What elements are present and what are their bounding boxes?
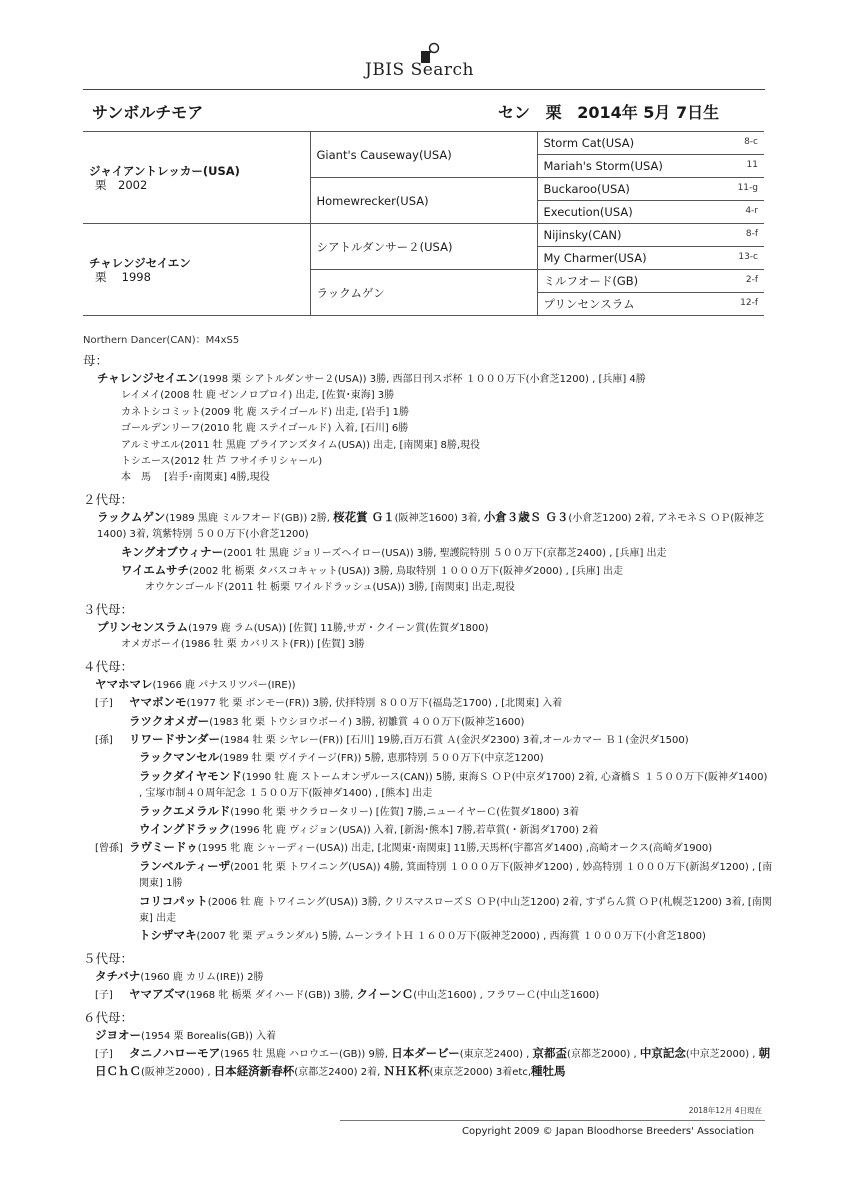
record-text: (1977 牝 栗 ボンモー(FR)) 3勝, 伏拝特別 ８００万下(福島芝1700) , [北関東] 入着 [186,698,563,710]
race-name: 朝日ＣｈＣ [95,1046,771,1079]
record-text: (東京芝2000) 3着etc, [429,1067,531,1079]
pedigree-g3-cell [537,155,764,178]
family-number: 8-f [745,229,758,239]
pedigree-g3-name: My Charmer(USA) [543,251,647,265]
dam-cell [83,224,310,316]
record-line [83,676,773,694]
horse-link[interactable]: ラックムゲン [97,509,166,524]
record-line: レイメイ(2008 牡 鹿 ゼンノロブロイ) 出走, [佐賀･東海] 3勝 [121,390,395,402]
record-text: (1989 牡 栗 ヴイテイージ(FR)) 5勝, 恵那特別 ５００万下(中京芝1200) [219,753,544,765]
horse-link[interactable]: ウイングドラック [139,821,231,836]
pedigree-g3-name: Mariah's Storm(USA) [543,159,663,173]
horse-link[interactable]: ラックダイヤモンド [139,768,242,783]
record-text: (1995 牝 鹿 シャーディー(USA)) 出走, [北関東･南関東] 11勝,天馬杯(宇都宮ダ1400) ,高崎オークス(高崎ダ1900) [197,843,713,855]
record-text: (1990 牡 鹿 ストームオンザルース(CAN)) 5勝, 東海Ｓ ＯＰ(中京ダ1700) 2着, 心斎橋Ｓ １５００万下(阪神ダ1400) , 宝塚市制４０周年記念 １５００万下(阪神ダ1400) , [熊本] 出走 [139,771,768,800]
record-text: (1989 黒鹿 ミルフオード(GB)) 2勝, [165,512,334,524]
record-text: (1983 牝 栗 トウシヨウボーイ) 3勝, 初雛賞 ４００万下(阪神芝1600) [209,716,525,728]
record-line [83,731,773,749]
pedigree-g3-name: Execution(USA) [543,205,633,219]
record-text: (2001 牝 栗 トワイニング(USA)) 4勝, 箕面特別 １０００万下(阪神ダ1200) , 妙高特別 １０００万下(新潟ダ1200) , [南関東] 1勝 [139,861,773,890]
record-line [83,821,773,839]
race-name: 中京記念 [639,1046,686,1060]
family-number: 8-c [744,137,758,147]
horse-name: サンボルチモア [92,103,204,122]
section-heading: ４代母： [83,658,134,674]
relation-tag: [子] [95,1049,113,1060]
record-text: (京都芝2000) , [567,1049,640,1060]
sire-cell [83,132,310,224]
family-number: 11-g [737,183,758,193]
horse-link[interactable]: ワイエムサチ [121,563,189,578]
header-divider [83,89,765,90]
record-text: (中山芝1600) , フラワーＣ(中山芝1600) [413,990,600,1002]
record-text: (小倉芝1200) 2着, アネモネＳ ＯＰ(阪神芝1400) 3着, 筑紫特別 ５００万下(小倉芝1200) [97,512,765,541]
pedigree-g2-cell: ラックムゲン [310,270,537,316]
horse-link[interactable]: ヤマホマレ [95,676,153,691]
race-name: ＮＨＫ杯 [383,1064,430,1079]
family-records [83,348,773,1082]
pedigree-g3-name: Storm Cat(USA) [543,136,635,150]
dam-name: チャレンジセイエン [89,255,191,270]
pedigree-g3-cell [537,178,764,201]
logo-text: JBIS Search [365,60,475,80]
record-text: (1968 牝 栃栗 ダイハード(GB)) 3勝, [185,990,357,1002]
race-name: クイーンＣ [356,987,414,1002]
race-name: 小倉３歳Ｓ Ｇ３ [483,509,569,524]
pedigree-g3-cell [537,132,764,155]
record-text: (中京芝2000) , [685,1049,759,1060]
horse-link[interactable]: キングオブウィナー [121,544,224,559]
pedigree-g2-cell: Giant's Causeway(USA) [310,132,537,178]
copyright: Copyright 2009 © Japan Bloodhorse Breeders' Association [462,1126,754,1137]
footer-divider [340,1120,765,1121]
relation-tag: [子] [95,698,113,710]
record-line: 本 馬 [岩手･南関東] 4勝,現役 [121,472,270,484]
horse-link[interactable]: タチバナ [95,968,141,983]
record-text: (京都芝2400) 2着, [294,1067,384,1079]
pedigree-g3-name: ミルフオード(GB) [543,274,639,288]
section-heading: ５代母： [83,950,134,966]
record-line: オウケンゴールド(2011 牡 栃栗 ワイルドラッシュ(USA)) 3勝, [南関東] 出走,現役 [145,582,515,594]
record-text: (1979 鹿 ラム(USA)) [佐賀] 11勝,サガ・クイーン賞(佐賀ダ1800) [188,622,489,634]
horse-link[interactable]: ジヨオー [95,1027,141,1042]
family-number: 12-f [740,298,758,308]
record-text: (1954 栗 Borealis(GB)) 入着 [141,1030,277,1042]
horse-link[interactable]: ランベルティーザ [139,858,231,873]
pedigree-g2-cell: シアトルダンサー２(USA) [310,224,537,270]
record-line [83,968,773,986]
section-heading: ６代母： [83,1009,134,1025]
horse-link[interactable]: トシザマキ [139,928,197,943]
family-number: 2-f [745,275,758,285]
jbis-logo [355,42,505,82]
inbreeding-note: Northern Dancer(CAN)：M4xS5 [83,335,240,346]
horse-link[interactable]: ラヴミードゥ [129,840,198,855]
relation-tag: [孫] [95,734,113,746]
record-line [83,858,773,893]
record-text: (1990 牝 栗 サクラロータリー) [佐賀] 7勝,ニューイヤーＣ(佐賀ダ1800) 3着 [230,806,580,818]
as-of-date: 2018年12月 4日現在 [688,1106,762,1115]
horse-link[interactable]: リワードサンダー [129,731,220,746]
horse-link[interactable]: ヤマボンモ [129,695,187,710]
record-line [83,1045,773,1082]
record-text: (阪神芝2000) , [141,1067,214,1079]
pedigree-g2-cell: Homewrecker(USA) [310,178,537,224]
horse-birth: 2014年 5月 7日生 [577,103,720,122]
record-text: (2001 牡 黒鹿 ジョリーズヘイロー(USA)) 3勝, 聖護院特別 ５００万下(京都芝2400) , [兵庫] 出走 [223,547,667,559]
pedigree-g3-name: Buckaroo(USA) [543,182,630,196]
family-number: 11 [746,160,758,170]
record-text: (2002 牝 栃栗 タバスコキャット(USA)) 3勝, 鳥取特別 １０００万下(阪神ダ2000) , [兵庫] 出走 [188,566,623,578]
record-line [83,768,773,803]
record-line [83,544,773,562]
record-text: (1965 牡 黒鹿 ハロウエー(GB)) 9勝, [220,1049,392,1060]
record-line [83,713,773,731]
record-line [83,839,773,857]
section-heading: ２代母： [83,491,134,507]
record-line [83,893,773,928]
horse-link[interactable]: ラツクオメガー [129,713,210,728]
relation-tag: [曾孫] [95,843,123,855]
record-line [83,509,773,544]
sire-info: 栗 2002 [95,177,148,192]
pedigree-g3-cell [537,270,764,293]
pedigree-table [83,131,764,316]
relation-tag: [子] [95,990,113,1002]
horse-sex: セン [498,103,531,122]
record-line [83,803,773,821]
record-line [83,370,773,388]
record-text: (1984 牡 栗 シヤレー(FR)) [石川] 19勝,百万石賞 Ａ(金沢ダ2300) 3着,オールカマー Ｂ１(金沢ダ1500) [219,734,689,746]
record-line: ゴールデンリーフ(2010 牝 鹿 ステイゴールド) 入着, [石川] 6勝 [121,423,409,435]
pedigree-g3-cell [537,224,764,247]
pedigree-g3-name: Nijinsky(CAN) [543,228,622,242]
race-name: 桜花賞 Ｇ１ [333,509,395,524]
section-heading: 母： [83,353,109,368]
record-text: 種牡馬 [531,1064,566,1079]
record-text: (東京芝2400) , [459,1049,533,1060]
record-line: カネトシコミット(2009 牝 鹿 ステイゴールド) 出走, [岩手] 1勝 [121,406,409,418]
record-text: (2006 牡 鹿 トワイニング(USA)) 3勝, クリスマスローズＳ ＯＰ(中山芝1200) 2着, すずらん賞 ＯＰ(札幌芝1200) 3着, [南関東] 出走 [139,896,772,924]
horse-link[interactable]: ラックマンセル [139,750,220,765]
record-text: (阪神芝1600) 3着, [394,512,484,524]
record-line [83,562,773,580]
record-line [83,927,773,945]
record-line [83,986,773,1004]
family-number: 13-c [738,252,758,262]
record-text: (1966 鹿 パナスリツパー(IRE)) [152,679,296,691]
horse-link[interactable]: コリコパット [139,893,208,908]
pedigree-g3-cell [537,247,764,270]
race-name: 京都盃 [532,1046,568,1060]
record-line: オメガボーイ(1986 牡 栗 カバリスト(FR)) [佐賀] 3勝 [121,639,365,651]
record-line [83,749,773,767]
horse-link[interactable]: ヤマアズマ [129,987,186,1002]
record-text: (1998 栗 シアトルダンサー２(USA)) 3勝, 西部日刊スポ杯 １０００万下(小倉芝1200) , [兵庫] 4勝 [198,374,646,385]
record-line: アルミサエル(2011 牡 黒鹿 ブライアンズタイム(USA)) 出走, [南関東] 8勝,現役 [121,439,481,451]
pedigree-g3-cell [537,201,764,224]
horse-link[interactable]: チャレンジセイエン [97,371,199,385]
record-text: (1996 牝 鹿 ヴィジョン(USA)) 入着, [新潟･熊本] 7勝,若草賞(・新潟ダ1700) 2着 [230,824,599,836]
record-line [83,694,773,712]
race-name: 日本ダービー [391,1046,460,1060]
record-line [83,619,773,637]
dam-info: 栗 1998 [95,269,151,284]
pedigree-g3-cell [537,293,764,316]
horse-link[interactable]: ラックエメラルド [139,803,231,818]
record-text: (2007 牝 栗 デュランダル) 5勝, ムーンライトＨ １６００万下(阪神芝2000) , 西海賞 １０００万下(小倉芝1800) [196,931,706,943]
record-line [83,1027,773,1045]
pedigree-g3-name: プリンセンスラム [543,297,635,311]
horse-link[interactable]: タニノハローモア [129,1046,221,1060]
horse-link[interactable]: プリンセンスラム [97,619,189,634]
family-number: 4-r [745,206,758,216]
section-heading: ３代母： [83,601,134,617]
sire-name: ジャイアントレッカー(USA) [89,163,240,178]
record-text: (1960 鹿 カリム(IRE)) 2勝 [140,971,264,983]
horse-color: 栗 [545,103,562,122]
record-line: トシエース(2012 牡 芦 フサイチリシャール) [121,456,323,468]
horse-info [498,100,729,123]
race-name: 日本経済新春杯 [213,1064,295,1079]
